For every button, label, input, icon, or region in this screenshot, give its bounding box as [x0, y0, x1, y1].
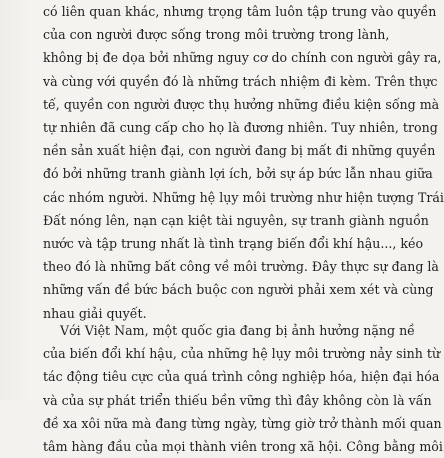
text-line: và cùng với quyền đó là những trách nhiệm đi kèm. Trên thực: [43, 73, 438, 89]
text-line: không bị đe dọa bởi những nguy cơ do chính con người gây ra,: [43, 50, 442, 66]
text-line: Với Việt Nam, một quốc gia đang bị ảnh hưởng nặng nề: [60, 323, 415, 338]
text-line: các nhóm người. Những hệ lụy môi trường như hiện tượng Trái: [43, 189, 444, 205]
text-line: nước và tập trung nhất là tình trạng biến đổi khí hậu..., kéo: [43, 236, 424, 251]
text-line: đề xa xôi nữa mà đang từng ngày, từng giờ trở thành mối quan: [43, 415, 442, 431]
text-line: Đất nóng lên, nạn cạn kiệt tài nguyên, sự tranh giành nguồn: [43, 212, 429, 228]
text-line: nền sản xuất hiện đại, con người đang bị mất đi những quyền: [43, 143, 436, 159]
text-line: của con người được sống trong môi trường trong lành,: [43, 27, 390, 43]
text-line: những vấn đề bức bách buộc con người phải xem xét và cùng: [43, 282, 434, 298]
text-line: có liên quan khác, nhưng trọng tâm luôn tập trung vào quyền: [43, 4, 437, 19]
text-line: tâm hàng đầu của mọi thành viên trong xã hội. Công bằng môi: [43, 439, 443, 454]
text-line: tế, quyền con người được thụ hưởng những điều kiện sống mà: [43, 96, 440, 112]
text-line: và của sự phát triển thiếu bền vững thì đây không còn là vấn: [43, 392, 432, 408]
text-line: đó bởi những tranh giành lợi ích, bởi sự áp bức lẫn nhau giữa: [43, 166, 433, 182]
text-line: theo đó là những bất công về môi trường. Đây thực sự đang là: [43, 259, 439, 275]
bleed-through-text: [232, 293, 372, 305]
text-line: nhau giải quyết.: [43, 305, 147, 321]
text-line: tác động tiêu cực của quá trình công nghiệp hóa, hiện đại hóa: [43, 369, 440, 385]
text-line: của biến đổi khí hậu, của những hệ lụy môi trường nảy sinh từ: [43, 346, 441, 362]
text-line: tự nhiên đã cung cấp cho họ là đương nhiên. Tuy nhiên, trong: [43, 120, 438, 135]
